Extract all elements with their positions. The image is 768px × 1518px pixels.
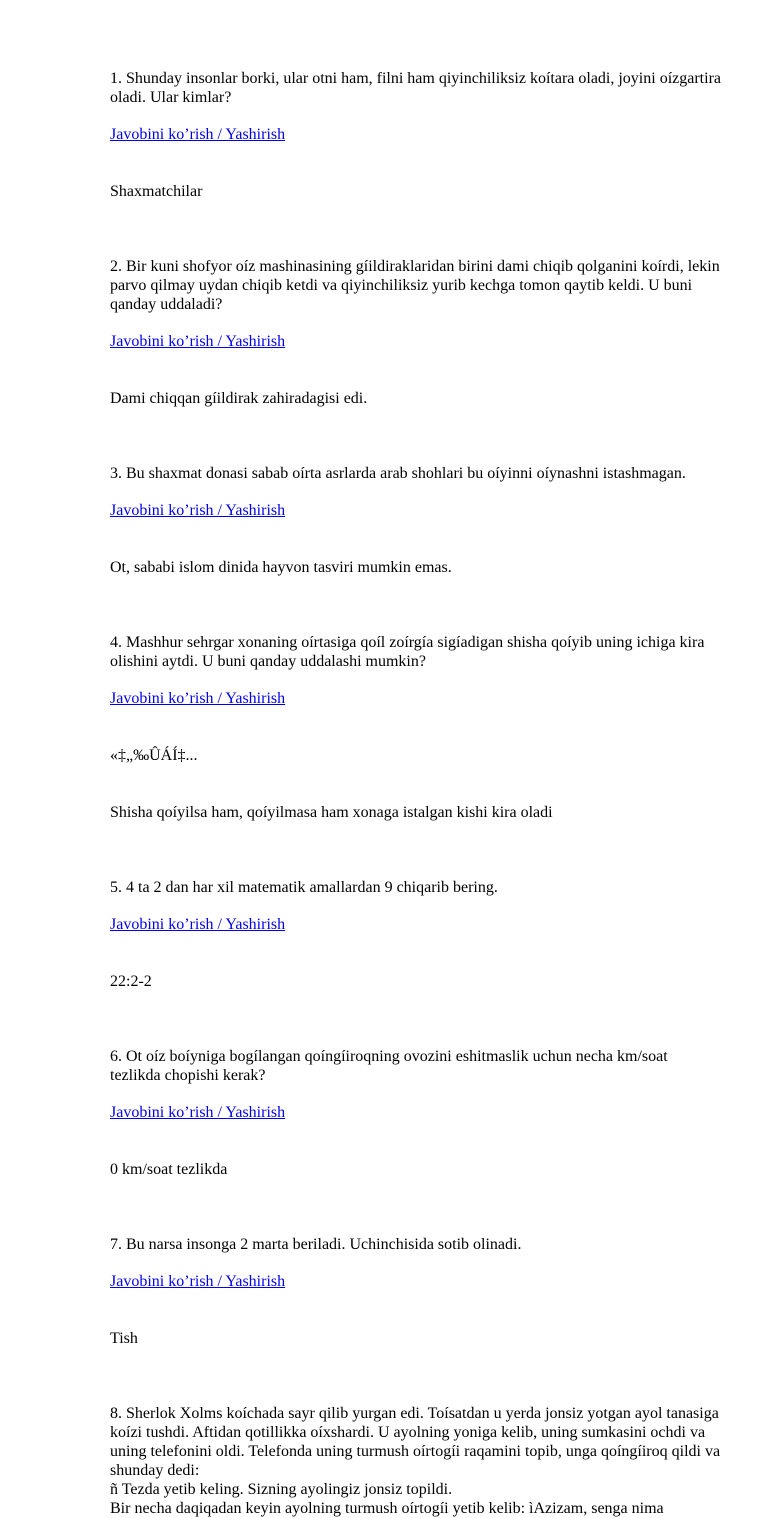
answer-line: Shisha qoíyilsa ham, qoíyilmasa ham xonaga istalgan kishi kira oladi: [110, 804, 553, 821]
qa-item-3: [110, 464, 722, 615]
toggle-answer-link[interactable]: Javobini ko’rish / Yashirish: [110, 502, 286, 519]
question-text: 5. 4 ta 2 dan har xil matematik amallardan 9 chiqarib bering.: [110, 879, 498, 896]
qa-item-7: [110, 1235, 722, 1386]
question-text: 3. Bu shaxmat donasi sabab oírta asrlarda arab shohlari bu oíyinni oíynashni istashmagan.: [110, 465, 686, 482]
toggle-answer-link[interactable]: Javobini ko’rish / Yashirish: [110, 333, 286, 350]
answer-text: [110, 708, 722, 860]
toggle-answer-link[interactable]: Javobini ko’rish / Yashirish: [110, 690, 286, 707]
qa-item-2: [110, 257, 722, 446]
qa-item-8: [110, 1404, 722, 1518]
story-line: ñ Tezda yetib keling. Sizning ayolingiz jonsiz topildi.: [110, 1481, 453, 1498]
document-body: [110, 69, 725, 1518]
toggle-answer-link[interactable]: Javobini ko’rish / Yashirish: [110, 916, 286, 933]
qa-item-5: [110, 878, 722, 1029]
qa-item-4: [110, 633, 722, 860]
answer-text: [110, 1122, 722, 1217]
qa-item-1: [110, 69, 725, 239]
answer-line: 22:2-2: [110, 973, 152, 990]
question-text: 1. Shunday insonlar borki, ular otni ham, filni ham qiyinchiliksiz koítara oladi, joyini oízgartira oladi. Ular kimlar?: [110, 70, 725, 106]
answer-line: 0 km/soat tezlikda: [110, 1161, 228, 1178]
question-text: 7. Bu narsa insonga 2 marta beriladi. Uchinchisida sotib olinadi.: [110, 1236, 522, 1253]
answer-line: Ot, sababi islom dinida hayvon tasviri mumkin emas.: [110, 559, 452, 576]
answer-line: Shaxmatchilar: [110, 183, 203, 200]
answer-text: [110, 520, 722, 615]
answer-line-garbled: «‡„‰ÛÁÍ‡...: [110, 747, 198, 764]
question-text: 6. Ot oíz boíyniga bogílangan qoíngíiroqning ovozini eshitmaslik uchun necha km/soat tezlikda chopishi kerak?: [110, 1048, 672, 1084]
question-text: 4. Mashhur sehrgar xonaning oírtasiga qoíl zoírgía sigíadigan shisha qoíyib uning ichiga kira olishini aytdi. U buni qanday uddalashi mumkin?: [110, 634, 709, 670]
answer-text: [110, 934, 722, 1029]
toggle-answer-link[interactable]: Javobini ko’rish / Yashirish: [110, 126, 286, 143]
answer-line: Tish: [110, 1330, 138, 1347]
answer-line: Dami chiqqan gíildirak zahiradagisi edi.: [110, 390, 368, 407]
question-text: 2. Bir kuni shofyor oíz mashinasining gíildiraklaridan birini dami chiqib qolganini koírdi, lekin parvo qilmay uydan chiqib ketdi va qiyinchiliksiz yurib kechga tomon qaytib keldi. U buni qanday uddaladi?: [110, 258, 724, 313]
answer-text: [110, 144, 722, 239]
story-line: Bir necha daqiqadan keyin ayolning turmush oírtogíi yetib kelib: ìAzizam, senga nima: [110, 1500, 664, 1517]
answer-text: [110, 1291, 722, 1386]
toggle-answer-link[interactable]: Javobini ko’rish / Yashirish: [110, 1104, 286, 1121]
question-text: 8. Sherlok Xolms koíchada sayr qilib yurgan edi. Toísatdan u yerda jonsiz yotgan ayol tanasiga koízi tushdi. Aftidan qotillikka oíxshardi. U ayolning yoniga kelib, uning sumkasini ochdi va uning telefonini oldi. Telefonda uning turmush oírtogíi raqamini topib, unga qoíngíiroq qildi va shunday dedi:: [110, 1405, 721, 1479]
answer-text: [110, 351, 722, 446]
toggle-answer-link[interactable]: Javobini ko’rish / Yashirish: [110, 1273, 286, 1290]
qa-item-6: [110, 1047, 722, 1217]
